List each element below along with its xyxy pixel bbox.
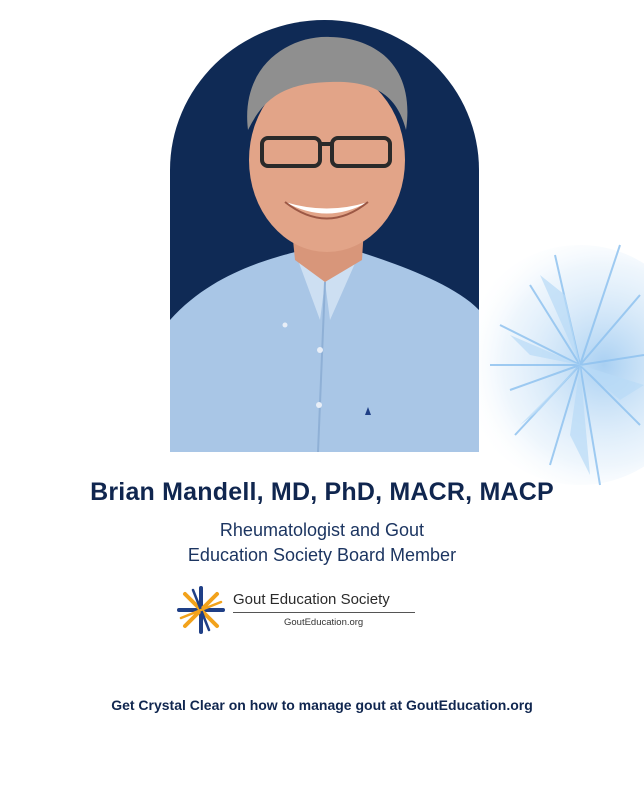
person-role (0, 518, 644, 568)
person-name: Brian Mandell, MD, PhD, MACR, MACP (90, 478, 554, 506)
logo-divider (233, 612, 415, 613)
role-line-1: Rheumatologist and Gout (219, 520, 425, 540)
call-to-action: Get Crystal Clear on how to manage gout at GoutEducation.org (111, 697, 533, 713)
starburst-icon (174, 583, 228, 637)
role-line-2: Education Society Board Member (187, 545, 457, 565)
logo-title: Gout Education Society (233, 591, 390, 608)
portrait-photo (170, 20, 479, 452)
crystal-burst-decoration (470, 215, 644, 515)
gout-education-society-logo (174, 583, 424, 638)
logo-url: GoutEducation.org (284, 617, 364, 628)
